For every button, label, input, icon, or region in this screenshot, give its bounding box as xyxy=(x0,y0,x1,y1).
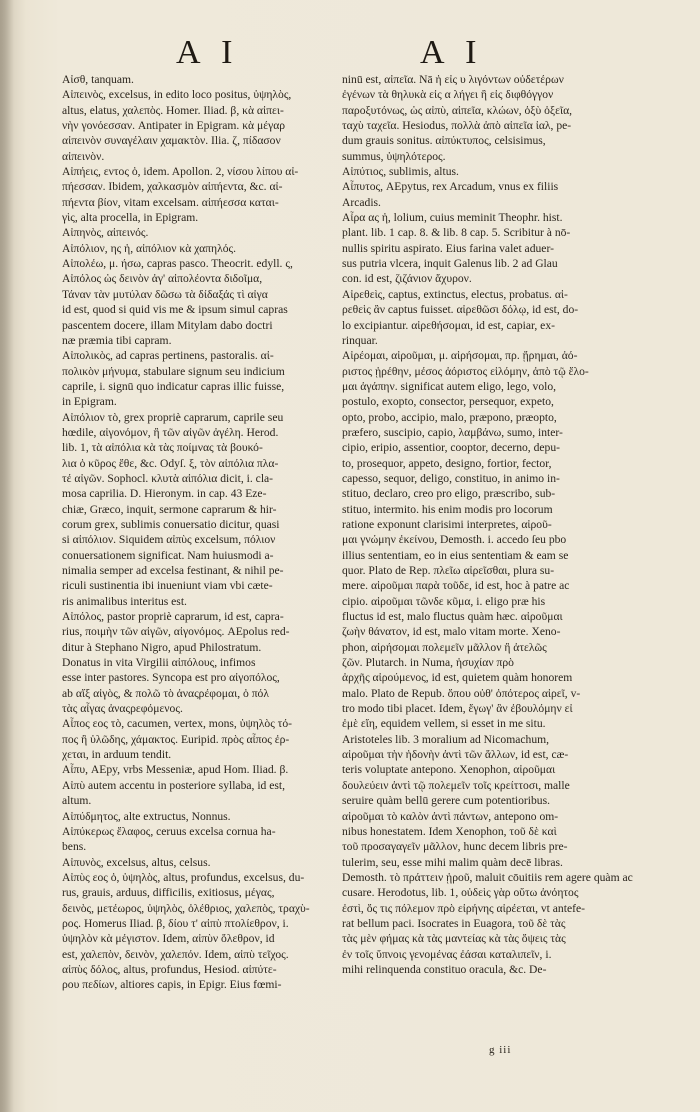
text-line: pascentem docere, illam Mitylam dabo doctri xyxy=(62,318,273,332)
text-line: ρος. Homerus Iliad. β, δίου τ' αἰπὺ πτολίεθρον, i. xyxy=(62,916,289,930)
running-head-right: A I xyxy=(420,34,484,71)
text-line: γὶς, alta procella, in Epigram. xyxy=(62,211,199,225)
text-line: illius sententiam, eo in eius sententiam & eam se xyxy=(342,548,569,562)
text-line: ratione exponunt clarisimi interpretes, αἱροῦ- xyxy=(342,517,552,531)
text-line: τοῦ προσαγαγεῖν μᾶλλον, hunc decem libris pre- xyxy=(342,840,568,854)
text-line: bens. xyxy=(62,840,87,854)
text-line: postulo, exopto, consector, persequor, expeto, xyxy=(342,395,554,409)
text-line: ἐστὶ, ὅς τις πόλεμον πρὸ εἰρήνης αἱρέεται, vt antefe- xyxy=(342,901,585,915)
text-line: παροξυτόνως, ὡς αἰπὺ, αἰπεῖα, κλώων, ὀξὺ ὀξεῖα, xyxy=(342,103,573,117)
text-line: ris animalibus interitus est. xyxy=(62,594,187,608)
text-line: Αἰπόλιον, ης ἡ, αἰπόλιον κὰ χαπηλός. xyxy=(62,241,236,255)
text-line: Αἶπυτος, AEpytus, rex Arcadum, vnus ex filiis xyxy=(342,180,559,194)
running-head-left: A I xyxy=(176,34,240,71)
text-line: χεται, in arduum tendit. xyxy=(62,748,172,762)
text-line: Αἶπος εος τὸ, cacumen, vertex, mons, ὑψηλὸς τό- xyxy=(62,717,293,731)
text-line: sus putria vlcera, inquit Galenus lib. 2 ad Glau xyxy=(342,257,558,271)
text-line: cipio. αἱροῦμαι τῶνδε κῦμα, i. eligo præ his xyxy=(342,594,546,608)
text-line: opto, probo, accipio, malo, præpono, præopto, xyxy=(342,410,557,424)
text-line: riculi sustinentia ibi inueniunt viam vbi cæte- xyxy=(62,579,273,593)
text-line: hœdile, αἰγονόμον, ἢ τῶν αἰγῶν ἀγέλη. Herod. xyxy=(62,425,279,439)
text-line: rinquar. xyxy=(342,333,378,347)
text-line: ζῶν. Plutarch. in Numa, ἡσυχίαν πρὸ xyxy=(342,656,514,670)
text-line: phon, αἱρήσομαι πολεμεῖν μᾶλλον ἢ ἀτελῶς xyxy=(342,640,547,654)
text-line: ριστος ᾑρέθην, μέσος ἀόριστος εἱλόμην, ἀπὸ τῷ ἕλο- xyxy=(342,364,589,378)
text-line: αἱροῦμαι τὸ καλὸν ἀντὶ πάντων, antepono om- xyxy=(342,809,559,823)
text-line: seruire quàm bellū gerere cum potentioribus. xyxy=(342,794,550,808)
text-line: Demosth. τὸ πράττειν ᾑροῦ, maluit cōuitiis rem agere quàm ac xyxy=(342,870,633,884)
text-line: mere. αἱροῦμαι παρὰ τοῦδε, id est, hoc à patre ac xyxy=(342,579,570,593)
text-line: πήεσσαν. Ibidem, χαλκασμὸν αἰπήεντα, &c. αἰ- xyxy=(62,180,283,194)
text-line: Αἰπολικὸς, ad capras pertinens, pastoralis. αἰ- xyxy=(62,349,274,363)
text-line: ταχὺ ταχεῖα. Hesiodus, πολλὰ ἀπὸ αἰπεῖα ἰαλ, pe- xyxy=(342,119,572,133)
text-line: tulerim, seu, esse mihi malim quàm decē libras. xyxy=(342,855,563,869)
text-line: cipio, eripio, assentior, cooptor, decerno, depu- xyxy=(342,441,560,455)
right-column xyxy=(342,72,642,977)
text-line: αἰπεινὸν. xyxy=(62,149,105,163)
text-line: ἐμὲ εἴη, equidem vellem, si esset in me situ. xyxy=(342,717,546,731)
text-line: Αἰπύδμητος, alte extructus, Nonnus. xyxy=(62,809,231,823)
text-line: λια ὁ κῦρος ἔθε, &c. Odyſ. ξ, τὸν αἰπόλια πλα- xyxy=(62,456,279,470)
text-line: Αἰπολέω, μ. ήσω, capras pasco. Theocrit. edyll. ς, xyxy=(62,257,293,271)
text-line: μαι ἀγάπην. significat autem eligo, lego, volo, xyxy=(342,379,557,393)
text-line: lib. 1, τὰ αἰπόλια κὰ τὰς ποίμνας τὰ βουκό- xyxy=(62,441,263,455)
text-line: Αἰσθ, tanquam. xyxy=(62,73,134,86)
text-line: stituo, intermito. his enim modis pro locorum xyxy=(342,502,553,516)
text-line: caprile, i. signū quo indicatur capras illic fuisse, xyxy=(62,379,285,393)
text-line: ἐγένων τὰ θηλυκὰ εἰς α λήγει ἢ εἰς διφθόγγον xyxy=(342,88,554,102)
signature-mark: g iii xyxy=(489,1044,512,1056)
text-line: si αἰπόλιον. Siquidem αἰπὺς excelsum, πόλιον xyxy=(62,533,276,547)
text-line: Αἶπυ, AEpy, vrbs Messeniæ, apud Hom. Iliad. β. xyxy=(62,763,289,777)
text-line: id est, quod si quid vis me & ipsum simul capras xyxy=(62,303,288,317)
text-line: to, prosequor, appeto, designo, fortior, fector, xyxy=(342,456,552,470)
gutter-shadow xyxy=(0,0,14,1112)
text-line: τὰς αἶγας ἀναςρεφόμενος. xyxy=(62,702,183,716)
text-line: αἱροῦμαι τὴν ἡδονὴν ἀντὶ τῶν ἄλλων, id est, cæ- xyxy=(342,748,569,762)
text-line: summus, ὑψηλότερος. xyxy=(342,149,446,163)
text-line: esse inter pastores. Syncopa est pro αἰγοπόλος, xyxy=(62,671,280,685)
text-line: stituo, declaro, creo pro eligo, præscribo, sub- xyxy=(342,487,556,501)
text-line: ditur à Stephano Nigro, apud Philostratum. xyxy=(62,640,262,654)
text-line: altum. xyxy=(62,794,92,808)
text-line: corum grex, sublimis conuersatio dicitur, quasi xyxy=(62,517,280,531)
text-line: Αἰπὺς εος ὁ, ὑψηλὸς, altus, profundus, excelsus, du- xyxy=(62,870,305,884)
text-line: mosa caprilia. D. Hieronym. in cap. 43 Eze- xyxy=(62,487,267,501)
text-line: Αἰπηνὸς, αἰπεινός. xyxy=(62,226,149,240)
text-line: rius, ποιμὴν τῶν αἰγῶν, αἰγονόμος. AEpolus red- xyxy=(62,625,290,639)
text-line: μαι γνώμην ἐκείνου, Demosth. i. accedo ſeu pbo xyxy=(342,533,567,547)
text-line: fluctus id est, malo fluctus quàm hæc. αἱροῦμαι xyxy=(342,610,563,624)
left-column xyxy=(62,72,332,993)
text-line: Αἰπυνὸς, excelsus, altus, celsus. xyxy=(62,855,211,869)
text-line: præfero, suscipio, capio, λαμβάνω, sumo, inter- xyxy=(342,425,563,439)
text-line: ἐν τοῖς ὕπνοις γενομένας ἐάσαι καταλιπεῖν, i. xyxy=(342,947,552,961)
text-line: mihi relinquenda constituo oracula, &c. De- xyxy=(342,962,547,976)
text-line: rat bellum paci. Isocrates in Euagora, τοῦ δὲ τὰς xyxy=(342,916,566,930)
text-line: Αἰπύκερως ἔλαφος, ceruus excelsa cornua ha- xyxy=(62,824,276,838)
text-line: quor. Plato de Rep. πλεῖω αἱρεῖσθαι, plura su- xyxy=(342,564,555,577)
text-line: teris voluptate antepono. Xenophon, αἱροῦμαι xyxy=(342,763,556,777)
text-line: ἀρχῆς αἱρούμενος, id est, quietem quàm honorem xyxy=(342,671,573,685)
text-line: nullis spiritu aspirato. Eius farina valet aduer- xyxy=(342,241,554,255)
text-line: dum grauis sonitus. αἰπύκτυπος, celsisimus, xyxy=(342,134,546,148)
text-line: Aristoteles lib. 3 moralium ad Nicomachum, xyxy=(342,732,550,746)
text-line: τέ αἰγῶν. Sophocl. κλυτὰ αἰπόλια dicit, i. cla- xyxy=(62,471,274,485)
text-line: Αἰπεινὸς, excelsus, in edito loco positus, ὑψηλὸς, xyxy=(62,88,292,102)
text-line: Αἰπὺ autem accentu in posteriore syllaba, id est, xyxy=(62,778,286,792)
text-line: αἰπεινὸν συναγέλαιν χαμακτὸν. Ilia. ζ, πίδασον xyxy=(62,134,281,148)
text-line: tro modo tibi placet. Idem, ἔγωγ' ἂν ἐβουλόμην εἰ xyxy=(342,702,573,716)
text-line: ὑψηλὸν κὰ μέγιστον. Idem, αἰπὺν ὄλεθρον, id xyxy=(62,932,275,946)
text-line: Αἰπόλος ὡς δεινὸν ἀγ' αἰπολέοντα διδοῖμα, xyxy=(62,272,263,286)
text-line: rus, grauis, arduus, difficilis, exitiosus, μέγας, xyxy=(62,886,275,900)
text-line: Αἰπόλος, pastor propriè caprarum, id est, capra- xyxy=(62,610,284,624)
text-line: altus, elatus, χαλεπὸς. Homer. Iliad. β, κὰ αἰπει- xyxy=(62,103,284,117)
text-line: Αἱρεθεὶς, captus, extinctus, electus, probatus. αἱ- xyxy=(342,287,568,301)
text-line: næ præmia tibi capram. xyxy=(62,333,172,347)
text-line: πος ἢ ὑλῶδης, χάμακτος. Euripid. πρὸς αἶπος ἐρ- xyxy=(62,732,290,746)
text-line: πολικὸν μήνυμα, stabulare signum seu indicium xyxy=(62,364,285,378)
text-line: capesso, sequor, deligo, constituo, in animo in- xyxy=(342,471,560,485)
text-line: νὴν γονόεσσαν. Antipater in Epigram. κὰ μέγαρ xyxy=(62,119,286,133)
text-line: chiæ, Græco, inquit, sermone caprarum & hir- xyxy=(62,502,277,516)
text-line: Τάναν τὰν μυτύλαν δῶσω τὰ δίδαξάς τὶ αἰγα xyxy=(62,287,268,301)
text-line: lo excipiantur. αἱρεθήσομαι, id est, capiar, ex- xyxy=(342,318,555,332)
text-line: in Epigram. xyxy=(62,395,117,409)
text-line: con. id est, ζιζάνιον ἄχυρον. xyxy=(342,272,472,286)
text-line: Αἰπήεις, εντος ὁ, idem. Apollon. 2, νίσου λίπου αἰ- xyxy=(62,165,299,179)
text-line: δουλεύειν ἀντὶ τῷ πολεμεῖν τοῖς κρείττοσι, malle xyxy=(342,778,570,792)
text-line: Αἰπόλιον τὸ, grex propriè caprarum, caprile seu xyxy=(62,410,284,424)
text-line: Arcadis. xyxy=(342,195,381,209)
text-line: est, χαλεπὸν, δεινὸν, χαλεπόν. Idem, αἰπὺ τεῖχος. xyxy=(62,947,289,961)
text-line: τὰς μὲν φήμας κὰ τὰς μαντείας κὰ τὰς ὄψεις τὰς xyxy=(342,932,566,946)
text-line: ρου πεδίων, altiores capis, in Epigr. Eius fœmi- xyxy=(62,978,282,992)
text-line: πήεντα βίον, vitam excelsam. αἰπήεσσα καται- xyxy=(62,195,279,209)
text-line: αἰπὺς δόλος, altus, profundus, Hesiod. αἰπύτε- xyxy=(62,962,277,976)
text-line: nibus honestatem. Idem Xenophon, τοῦ δὲ καὶ xyxy=(342,824,557,838)
text-line: Αἶρα ας ἡ, lolium, cuius meminit Theophr. hist. xyxy=(342,211,563,225)
text-line: conuersationem significat. Nam huiusmodi a- xyxy=(62,548,274,562)
text-line: δεινὸς, μετέωρος, ὑψηλὸς, ὀλέθριος, χαλεπὸς, τραχὺ- xyxy=(62,901,310,915)
text-line: Αἰπύτιος, sublimis, altus. xyxy=(342,165,459,179)
text-line: Donatus in vita Virgilii αἰπόλους, infimos xyxy=(62,656,256,670)
text-line: Αἱρέομαι, αἱροῦμαι, μ. αἱρήσομαι, πρ. ᾕρημαι, ἀό- xyxy=(342,349,578,363)
text-line: ninū est, αἰπεῖα. Nā ἡ εἰς υ λιγόντων οὐδετέρων xyxy=(342,73,564,86)
text-line: ρεθεὶς ἂν captus fuisset. αἱρεθῶσι δόλῳ, id est, do- xyxy=(342,303,579,317)
text-line: nimalia semper ad excelsa festinant, & nihil pe- xyxy=(62,564,284,577)
text-line: cusare. Herodotus, lib. 1, οὐδεὶς γὰρ οὕτω ἀνόητος xyxy=(342,886,579,900)
text-line: ζωὴν θάνατον, id est, malo vitam morte. Xeno- xyxy=(342,625,561,639)
text-line: malo. Plato de Repub. ὅπου οὐθ' ὁπότερος αἱρεῖ, v- xyxy=(342,686,581,700)
text-line: plant. lib. 1 cap. 8. & lib. 8 cap. 5. Scribitur à nō- xyxy=(342,226,571,240)
text-line: ab αἴξ αἰγὸς, & πολῶ τὸ ἀναςρέφομαι, ὁ πόλ xyxy=(62,686,269,700)
